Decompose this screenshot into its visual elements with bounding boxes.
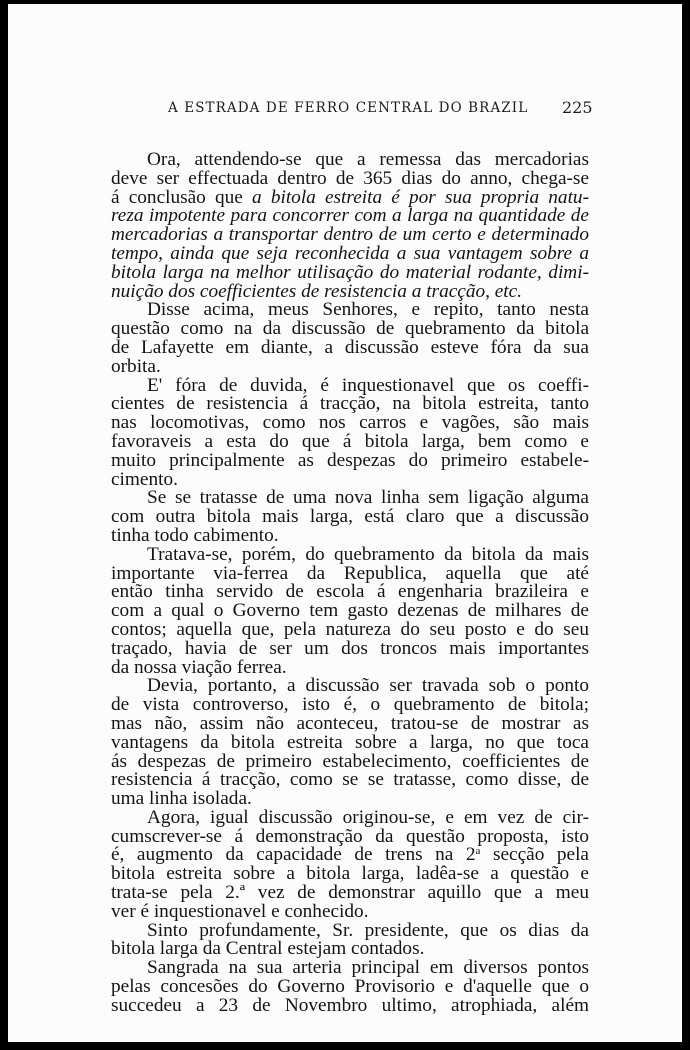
- italic-text-line: bitola larga na melhor utilisação do material rodante, dimi-: [111, 261, 589, 283]
- text-line: Ora, attendendo-se que a remessa das mercadorias: [147, 149, 589, 170]
- text-line: de vista controverso, isto é, o quebramento de bitola;: [111, 694, 589, 716]
- italic-text-line: reza impotente para concorrer com a larga na quantidade de: [111, 205, 589, 227]
- text-line: favoraveis a esta do que á bitola larga, bem como e: [111, 430, 589, 452]
- text-line: ás despezas de primeiro estabelecimento, coefficientes de: [111, 750, 589, 772]
- text-line: bitola estreita sobre a bitola larga, ladêa-se a questão e: [111, 863, 589, 885]
- text-line: Sinto profundamente, Sr. presidente, que os dias da: [147, 919, 589, 941]
- text-line: vantagens da bitola estreita sobre a larga, no que toca: [111, 731, 589, 753]
- text-line: Devia, portanto, a discussão ser travada sob o ponto: [147, 675, 589, 697]
- text-line: pelas concesões do Governo Provisorio e d'aquelle que o: [111, 976, 589, 998]
- text-line: Se se tratasse de uma nova linha sem ligação alguma: [147, 487, 589, 509]
- text-line: succedeu a 23 de Novembro ultimo, atrophiada, além: [111, 994, 589, 1016]
- page-header: [8, 100, 682, 120]
- text-line: uma linha isolada.: [111, 788, 252, 810]
- italic-text-line: tempo, ainda que seja reconhecida a sua vantagem sobre a: [111, 242, 589, 264]
- italic-text-line: nuição dos coefficientes de resistencia a tracção, etc.: [111, 280, 523, 302]
- text-line: importante via-ferrea da Republica, aquella que até: [111, 562, 589, 584]
- text-line: com a qual o Governo tem gasto dezenas de milhares de: [111, 600, 589, 622]
- text-line: trata-se pela 2.ª vez de demonstrar aquillo que a meu: [111, 882, 589, 904]
- text-line: com outra bitola mais larga, está claro que a discussão: [111, 506, 589, 528]
- text-line: questão como na da discussão de quebramento da bitola: [111, 318, 589, 340]
- text-line: orbita.: [111, 355, 161, 377]
- italic-text-span: a bitola estreita é por sua propria natu-: [252, 186, 589, 208]
- text-line: deve ser effectuada dentro de 365 dias do anno, chega-se: [111, 167, 589, 189]
- text-line: Agora, igual discussão originou-se, e em vez de cir-: [147, 806, 589, 828]
- text-line: Sangrada na sua arteria principal em diversos pontos: [147, 957, 589, 979]
- text-line: da nossa viação ferrea.: [111, 656, 287, 678]
- body-text: [111, 151, 589, 1016]
- running-title: A ESTRADA DE FERRO CENTRAL DO BRAZIL: [168, 100, 529, 116]
- text-line: cumscrever-se á demonstração da questão proposta, isto: [111, 825, 589, 847]
- text-line: cientes de resistencia á tracção, na bitola estreita, tanto: [111, 393, 589, 415]
- text-line: traçado, havia de ser um dos troncos mais importantes: [111, 637, 589, 659]
- italic-text-line: mercadorias a transportar dentro de um certo e determinado: [111, 224, 589, 246]
- text-line: de Lafayette em diante, a discussão esteve fóra da sua: [111, 336, 589, 358]
- text-span: é, augmento da capacidade de trens na 2: [111, 844, 476, 866]
- text-line: mas não, assim não aconteceu, tratou-se de mostrar as: [111, 712, 589, 734]
- text-line: resistencia á tracção, como se se tratasse, como disse, de: [111, 769, 589, 791]
- text-line: Disse acima, meus Senhores, e repito, tanto nesta: [147, 299, 589, 321]
- text-line: ver é inquestionavel e conhecido.: [111, 900, 369, 922]
- text-line: cimento.: [111, 468, 178, 490]
- book-page: [8, 4, 682, 1042]
- text-line: Tratava-se, porém, do quebramento da bitola da mais: [147, 543, 589, 565]
- text-line: contos; aquella que, pela natureza do seu posto e do seu: [111, 618, 589, 640]
- text-line: muito principalmente as despezas do primeiro estabele-: [111, 449, 589, 471]
- text-line: bitola larga da Central estejam contados.: [111, 938, 425, 960]
- text-line: tinha todo cabimento.: [111, 524, 279, 546]
- text-line: então tinha servido de escola á engenharia brazileira e: [111, 581, 589, 603]
- superscript: a: [475, 845, 481, 858]
- text-line: nas locomotivas, como nos carros e vagões, são mais: [111, 412, 589, 434]
- text-span: á conclusão que: [111, 186, 253, 208]
- text-span: secção pela: [480, 844, 589, 866]
- page-number: 225: [562, 98, 593, 117]
- text-line: E' fóra de duvida, é inquestionavel que os coeffi-: [147, 374, 589, 396]
